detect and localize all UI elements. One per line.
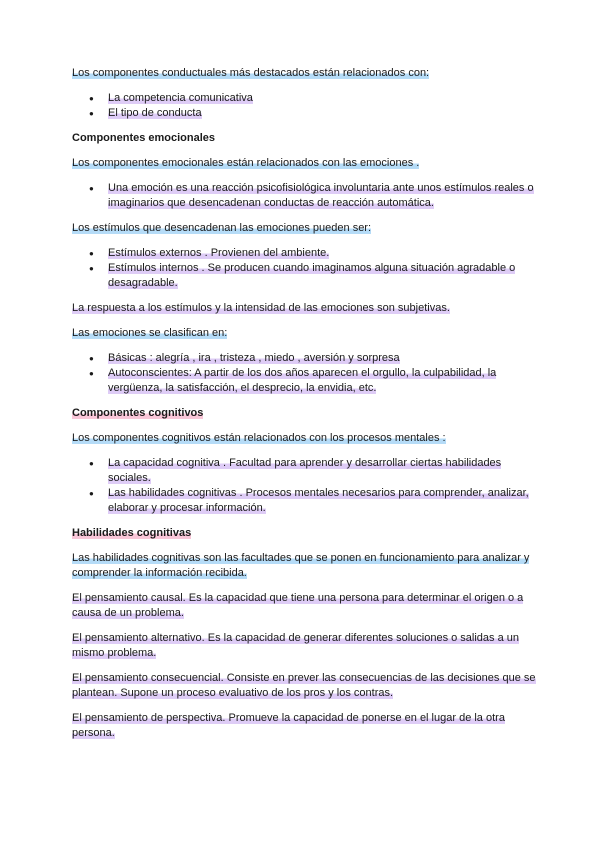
heading-cognitivos: Componentes cognitivos xyxy=(72,407,204,419)
respuesta-paragraph: La respuesta a los estímulos y la intensidad de las emociones son subjetivas. xyxy=(72,302,450,314)
list-item: ● Autoconscientes: A partir de los dos años aparecen el orgullo, la culpabilidad, la vergüenza, la satisfacción, el desprecio, la envidia, etc. xyxy=(108,366,540,396)
list-item: ● Una emoción es una reacción psicofisiológica involuntaria ante unos estímulos reales o imaginarios que desencadenan conductas de reacción automática. xyxy=(108,181,540,211)
perspectiva-paragraph: El pensamiento de perspectiva. Promueve la capacidad de ponerse en el lugar de la otra persona. xyxy=(72,712,505,739)
estimulos-list xyxy=(72,246,540,291)
heading-emocionales: Componentes emocionales xyxy=(72,132,216,144)
list-item: ● Las habilidades cognitivas . Procesos mentales necesarios para comprender, analizar, elaborar y procesar información. xyxy=(108,486,540,516)
heading-habilidades: Habilidades cognitivas xyxy=(72,527,192,539)
list-item: ● Estímulos internos . Se producen cuando imaginamos alguna situación agradable o desagradable. xyxy=(108,261,540,291)
clasifican-intro-paragraph: Las emociones se clasifican en: xyxy=(72,327,228,339)
list-item: ● Básicas : alegría , ira , tristeza , miedo , aversión y sorpresa xyxy=(108,351,540,366)
document-page xyxy=(72,66,540,751)
list-item: ● El tipo de conducta xyxy=(108,106,540,121)
hab-intro-paragraph: Las habilidades cognitivas son las facultades que se ponen en funcionamiento para analizar y comprender la información recibida. xyxy=(72,552,530,579)
causal-paragraph: El pensamiento causal. Es la capacidad que tiene una persona para determinar el origen o a causa de un problema. xyxy=(72,592,524,619)
estimulos-intro-paragraph: Los estímulos que desencadenan las emociones pueden ser: xyxy=(72,222,372,234)
alternativo-paragraph: El pensamiento alternativo. Es la capacidad de generar diferentes soluciones o salidas a un mismo problema. xyxy=(72,632,519,659)
conductual-list xyxy=(72,91,540,121)
emo-list xyxy=(72,181,540,211)
list-item: ● Estímulos externos . Provienen del ambiente. xyxy=(108,246,540,261)
cog-list xyxy=(72,456,540,516)
consecuencial-paragraph: El pensamiento consecuencial. Consiste en prever las consecuencias de las decisiones que se plantean. Supone un proceso evaluativo de los pros y los contras. xyxy=(72,672,536,699)
cog-intro-paragraph: Los componentes cognitivos están relacionados con los procesos mentales : xyxy=(72,432,446,444)
list-item: ● La competencia comunicativa xyxy=(108,91,540,106)
emo-intro-paragraph: Los componentes emocionales están relacionados con las emociones . xyxy=(72,157,420,169)
intro-paragraph: Los componentes conductuales más destacados están relacionados con: xyxy=(72,67,430,79)
list-item: ● La capacidad cognitiva . Facultad para aprender y desarrollar ciertas habilidades sociales. xyxy=(108,456,540,486)
clasif-list xyxy=(72,351,540,396)
